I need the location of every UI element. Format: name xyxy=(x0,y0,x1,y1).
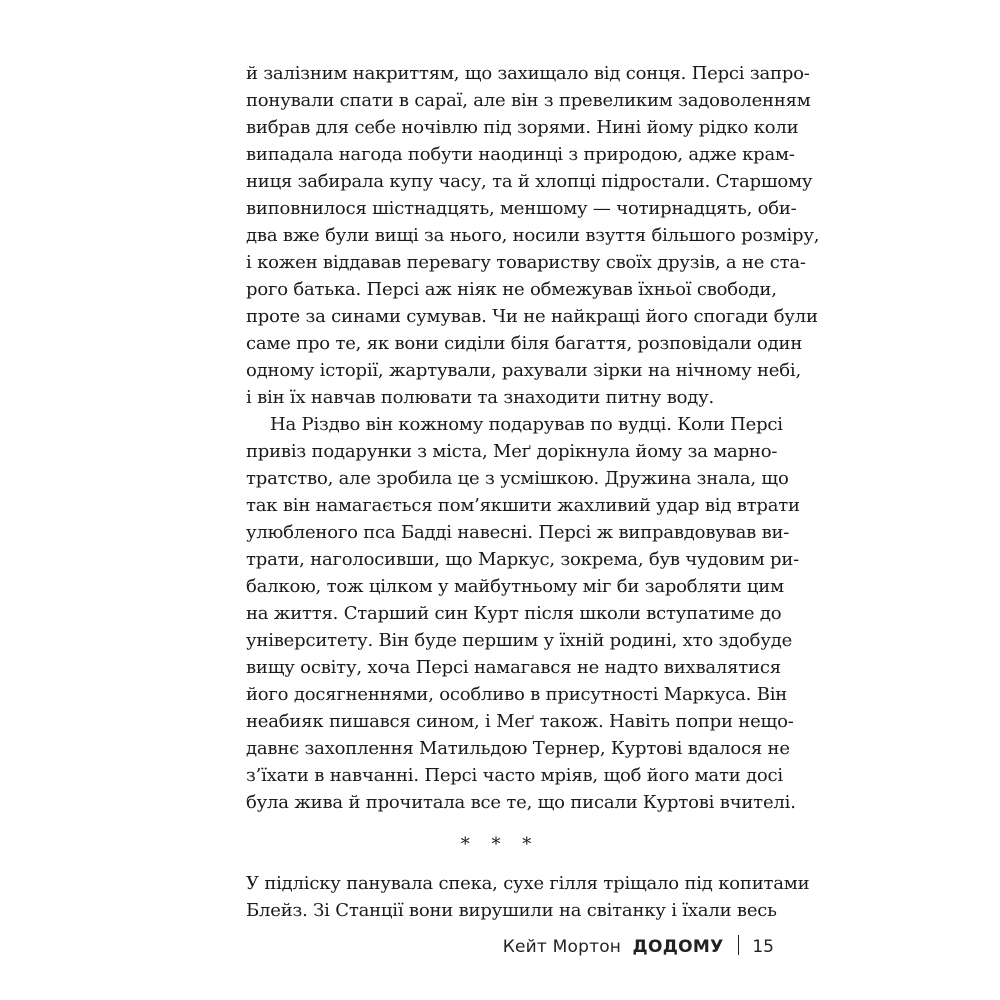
section-separator: * * * xyxy=(460,834,540,855)
text-line: його досягненнями, особливо в присутності Маркуса. Він xyxy=(246,684,788,705)
running-footer xyxy=(503,933,774,961)
text-line: з’їхати в навчанні. Персі часто мріяв, щоб його мати досі xyxy=(246,765,783,786)
text-line: виповнилося шістнадцять, меншому — чотирнадцять, оби- xyxy=(246,198,797,219)
text-line: проте за синами сумував. Чи не найкращі його спогади були xyxy=(246,306,818,327)
text-line: вищу освіту, хоча Персі намагався не надто вихвалятися xyxy=(246,657,781,678)
text-line: неабияк пишався сином, і Меґ також. Навіть попри нещо- xyxy=(246,711,794,732)
text-line: два вже були вищі за нього, носили взуття більшого розміру, xyxy=(246,225,820,246)
text-line: тратство, але зробила це з усмішкою. Дружина знала, що xyxy=(246,468,789,489)
text-line: трати, наголосивши, що Маркус, зокрема, був чудовим ри- xyxy=(246,549,800,570)
paragraph xyxy=(246,60,820,411)
text-line: понували спати в сараї, але він з превеликим задоволенням xyxy=(246,90,811,111)
text-line: і він їх навчав полювати та знаходити питну воду. xyxy=(246,387,715,408)
text-line: У підліску панувала спека, сухе гілля тріщало під копитами xyxy=(246,873,810,894)
text-line: саме про те, як вони сиділи біля багаття, розповідали один xyxy=(246,333,803,354)
body-text xyxy=(246,60,820,924)
text-line: так він намагається пом’якшити жахливий удар від втрати xyxy=(246,495,800,516)
text-line: на життя. Старший син Курт після школи вступатиме до xyxy=(246,603,782,624)
text-line: улюбленого пса Бадді навесні. Персі ж виправдовував ви- xyxy=(246,522,790,543)
paragraph xyxy=(246,870,810,924)
text-line: й залізним накриттям, що захищало від сонця. Персі запро- xyxy=(246,63,810,84)
text-line: і кожен віддавав перевагу товариству своїх друзів, а не ста- xyxy=(246,252,806,273)
text-line: давнє захоплення Матильдою Тернер, Куртові вдалося не xyxy=(246,738,790,759)
text-line: рого батька. Персі аж ніяк не обмежував їхньої свободи, xyxy=(246,279,777,300)
text-line: вибрав для себе ночівлю під зорями. Нині йому рідко коли xyxy=(246,117,799,138)
footer-book-title: ДОДОМУ xyxy=(632,937,724,957)
footer-author: Кейт Мортон xyxy=(502,937,622,957)
footer-divider xyxy=(738,935,739,955)
text-line: Блейз. Зі Станції вони вирушили на світанку і їхали весь xyxy=(246,900,777,921)
text-line: балкою, тож цілком у майбутньому міг би заробляти цим xyxy=(246,576,784,597)
text-line: випадала нагода побути наодинці з природою, адже крам- xyxy=(246,144,795,165)
text-line: була жива й прочитала все те, що писали Куртові вчителі. xyxy=(246,792,796,813)
text-line: На Різдво він кожному подарував по вудці. Коли Персі xyxy=(270,414,783,435)
text-line: ниця забирала купу часу, та й хлопці підростали. Старшому xyxy=(246,171,813,192)
text-line: одному історії, жартували, рахували зірки на нічному небі, xyxy=(246,360,801,381)
paragraph xyxy=(246,411,800,816)
page-number: 15 xyxy=(752,937,774,957)
text-line: привіз подарунки з міста, Меґ дорікнула йому за марно- xyxy=(246,441,778,462)
text-line: університету. Він буде першим у їхній родині, хто здобуде xyxy=(246,630,793,651)
